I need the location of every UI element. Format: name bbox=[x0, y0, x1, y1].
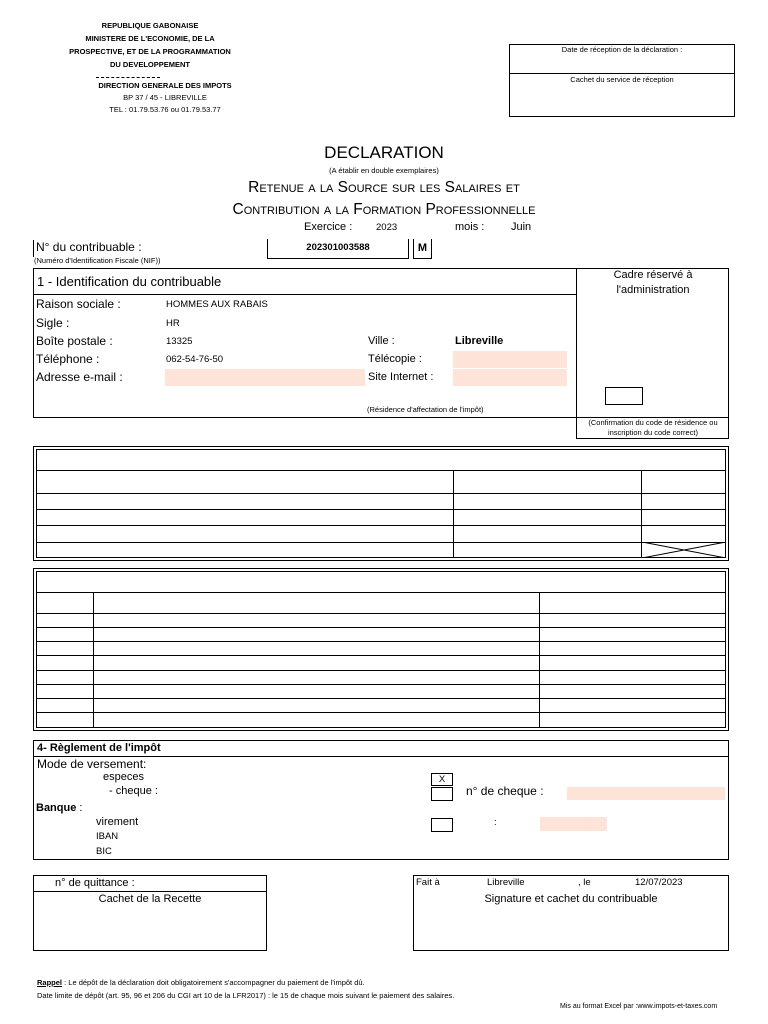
cheque-number-field[interactable] bbox=[567, 787, 725, 800]
site-label: Site Internet : bbox=[368, 371, 434, 383]
raison-label: Raison sociale : bbox=[36, 297, 121, 311]
cheque-checkbox[interactable] bbox=[431, 787, 453, 801]
section3-row-divider bbox=[36, 670, 726, 671]
tel-label: Téléphone : bbox=[36, 352, 100, 366]
virement-label: virement bbox=[96, 816, 139, 828]
section2-row-divider bbox=[36, 525, 726, 526]
bic-label: BIC bbox=[96, 846, 112, 857]
section4-title: 4- Règlement de l'impôt bbox=[37, 742, 161, 754]
section3-row-divider bbox=[36, 712, 726, 713]
email-label: Adresse e-mail : bbox=[36, 370, 123, 384]
taxpayer-suffix-field[interactable]: M bbox=[413, 239, 432, 259]
especes-checkbox[interactable]: X bbox=[431, 773, 453, 786]
deadline-note: Date limite de dépôt (art. 95, 96 et 206 du CGI art 10 de la LFR2017) : le 15 de chaque mois suivant le paiement des salaires. bbox=[37, 991, 455, 1000]
taxpayer-number-field[interactable]: 202301003588 bbox=[267, 239, 409, 259]
email-field[interactable] bbox=[165, 369, 365, 386]
section2-row-divider bbox=[36, 542, 726, 543]
section3-table bbox=[36, 571, 726, 728]
title-line-1: Retenue a la Source sur les Salaires et bbox=[248, 179, 520, 196]
reception-date-label: Date de réception de la déclaration : bbox=[561, 45, 683, 54]
dgi-header bbox=[40, 80, 290, 116]
exercice-value: 2023 bbox=[376, 222, 398, 233]
date-value[interactable]: 12/07/2023 bbox=[635, 877, 683, 888]
nif-label: (Numéro d'Identification Fiscale (NIF)) bbox=[34, 256, 161, 265]
section3-row-divider bbox=[36, 627, 726, 628]
ville-label: Ville : bbox=[368, 335, 395, 347]
rappel-label: Rappel bbox=[37, 978, 63, 987]
ministry-line-1: MINISTERE DE L'ECONOMIE, DE LA bbox=[85, 34, 215, 43]
rappel-text: : Le dépôt de la déclaration doit obligatoirement s'accompagner du paiement de l'impôt dû. bbox=[62, 978, 365, 987]
section2-row-divider bbox=[36, 509, 726, 510]
phone-text: TEL : 01.79.53.76 ou 01.79.53.77 bbox=[109, 105, 221, 114]
admin-label: Cadre réservé à l'administration bbox=[613, 269, 693, 296]
confirm-note-line-1: (Confirmation du code de résidence ou bbox=[588, 418, 718, 427]
fait-label: Fait à bbox=[416, 877, 440, 888]
credit-note: Mis au format Excel par :www.impots-et-taxes.com bbox=[560, 1003, 718, 1010]
tel-value[interactable]: 062-54-76-50 bbox=[166, 354, 224, 365]
title-line-2: Contribution a la Formation Professionnelle bbox=[232, 201, 536, 218]
quittance-label: n° de quittance : bbox=[55, 877, 135, 889]
page-title: DECLARATION bbox=[324, 143, 444, 162]
direction-text: DIRECTION GENERALE DES IMPOTS bbox=[98, 81, 232, 90]
bp-value[interactable]: 13325 bbox=[166, 336, 193, 347]
especes-label: especes bbox=[103, 771, 144, 783]
ministry-line-3: DU DEVELOPPEMENT bbox=[109, 60, 190, 69]
mois-value: Juin bbox=[511, 221, 532, 233]
banque-colon: : bbox=[79, 802, 83, 814]
cheque-label: - cheque : bbox=[109, 785, 158, 797]
sigle-value[interactable]: HR bbox=[166, 318, 180, 329]
recette-label: Cachet de la Recette bbox=[98, 893, 202, 905]
nif-left-border bbox=[33, 240, 34, 257]
taxpayer-number-label: N° du contribuable : bbox=[36, 240, 142, 254]
virement-colon: : bbox=[494, 817, 497, 828]
section3-col-divider bbox=[539, 592, 540, 728]
ministry-line-2: PROSPECTIVE, ET DE LA PROGRAMMATION bbox=[69, 47, 231, 56]
exercice-label: Exercice : bbox=[304, 221, 353, 233]
cheque-number-label: n° de cheque : bbox=[466, 784, 544, 798]
section1-header-divider bbox=[33, 294, 577, 295]
section3-row-divider bbox=[36, 641, 726, 642]
address-text: BP 37 / 45 - LIBREVILLE bbox=[123, 93, 207, 102]
site-field[interactable] bbox=[453, 369, 567, 386]
section3-col-divider bbox=[93, 592, 94, 728]
confirm-note bbox=[577, 418, 729, 438]
raison-value[interactable]: HOMMES AUX RABAIS bbox=[166, 299, 268, 310]
le-label: , le bbox=[578, 877, 591, 888]
ville-value[interactable]: Libreville bbox=[455, 335, 504, 347]
ministry-header bbox=[40, 19, 260, 71]
section3-row-divider bbox=[36, 698, 726, 699]
confirm-note-line-2: inscription du code correct) bbox=[607, 428, 699, 437]
section2-row-divider bbox=[36, 470, 726, 471]
reception-divider bbox=[509, 73, 735, 74]
sigle-label: Sigle : bbox=[36, 316, 70, 330]
fax-label: Télécopie : bbox=[368, 353, 422, 365]
header-divider bbox=[96, 77, 160, 78]
signature-label: Signature et cachet du contribuable bbox=[484, 893, 658, 905]
admin-column-divider bbox=[576, 268, 577, 439]
banque-label bbox=[36, 802, 82, 814]
virement-field[interactable] bbox=[540, 817, 607, 831]
residence-code-field[interactable] bbox=[605, 387, 643, 405]
crossed-out-cell bbox=[642, 542, 726, 558]
section1-title: 1 - Identification du contribuable bbox=[37, 274, 222, 289]
residence-note: (Résidence d'affectation de l'impôt) bbox=[367, 405, 484, 414]
banque-label-text: Banque bbox=[36, 802, 77, 814]
section3-row-divider bbox=[36, 684, 726, 685]
section3-row-divider bbox=[36, 592, 726, 593]
mode-label: Mode de versement: bbox=[37, 757, 147, 771]
section2-col-divider bbox=[453, 470, 454, 558]
fait-value[interactable]: Libreville bbox=[487, 877, 525, 888]
bp-label: Boîte postale : bbox=[36, 334, 113, 348]
mois-label: mois : bbox=[455, 221, 485, 233]
iban-label: IBAN bbox=[96, 831, 119, 842]
section2-row-divider bbox=[36, 493, 726, 494]
title-note: (A établir en double exemplaires) bbox=[329, 166, 439, 175]
virement-checkbox[interactable] bbox=[431, 818, 453, 832]
section3-row-divider bbox=[36, 613, 726, 614]
republic-text: REPUBLIQUE GABONAISE bbox=[101, 21, 199, 30]
fax-field[interactable] bbox=[453, 351, 567, 368]
section3-row-divider bbox=[36, 655, 726, 656]
reception-stamp-label: Cachet du service de réception bbox=[570, 75, 674, 84]
rappel-note bbox=[37, 978, 365, 987]
quittance-divider bbox=[33, 891, 267, 892]
